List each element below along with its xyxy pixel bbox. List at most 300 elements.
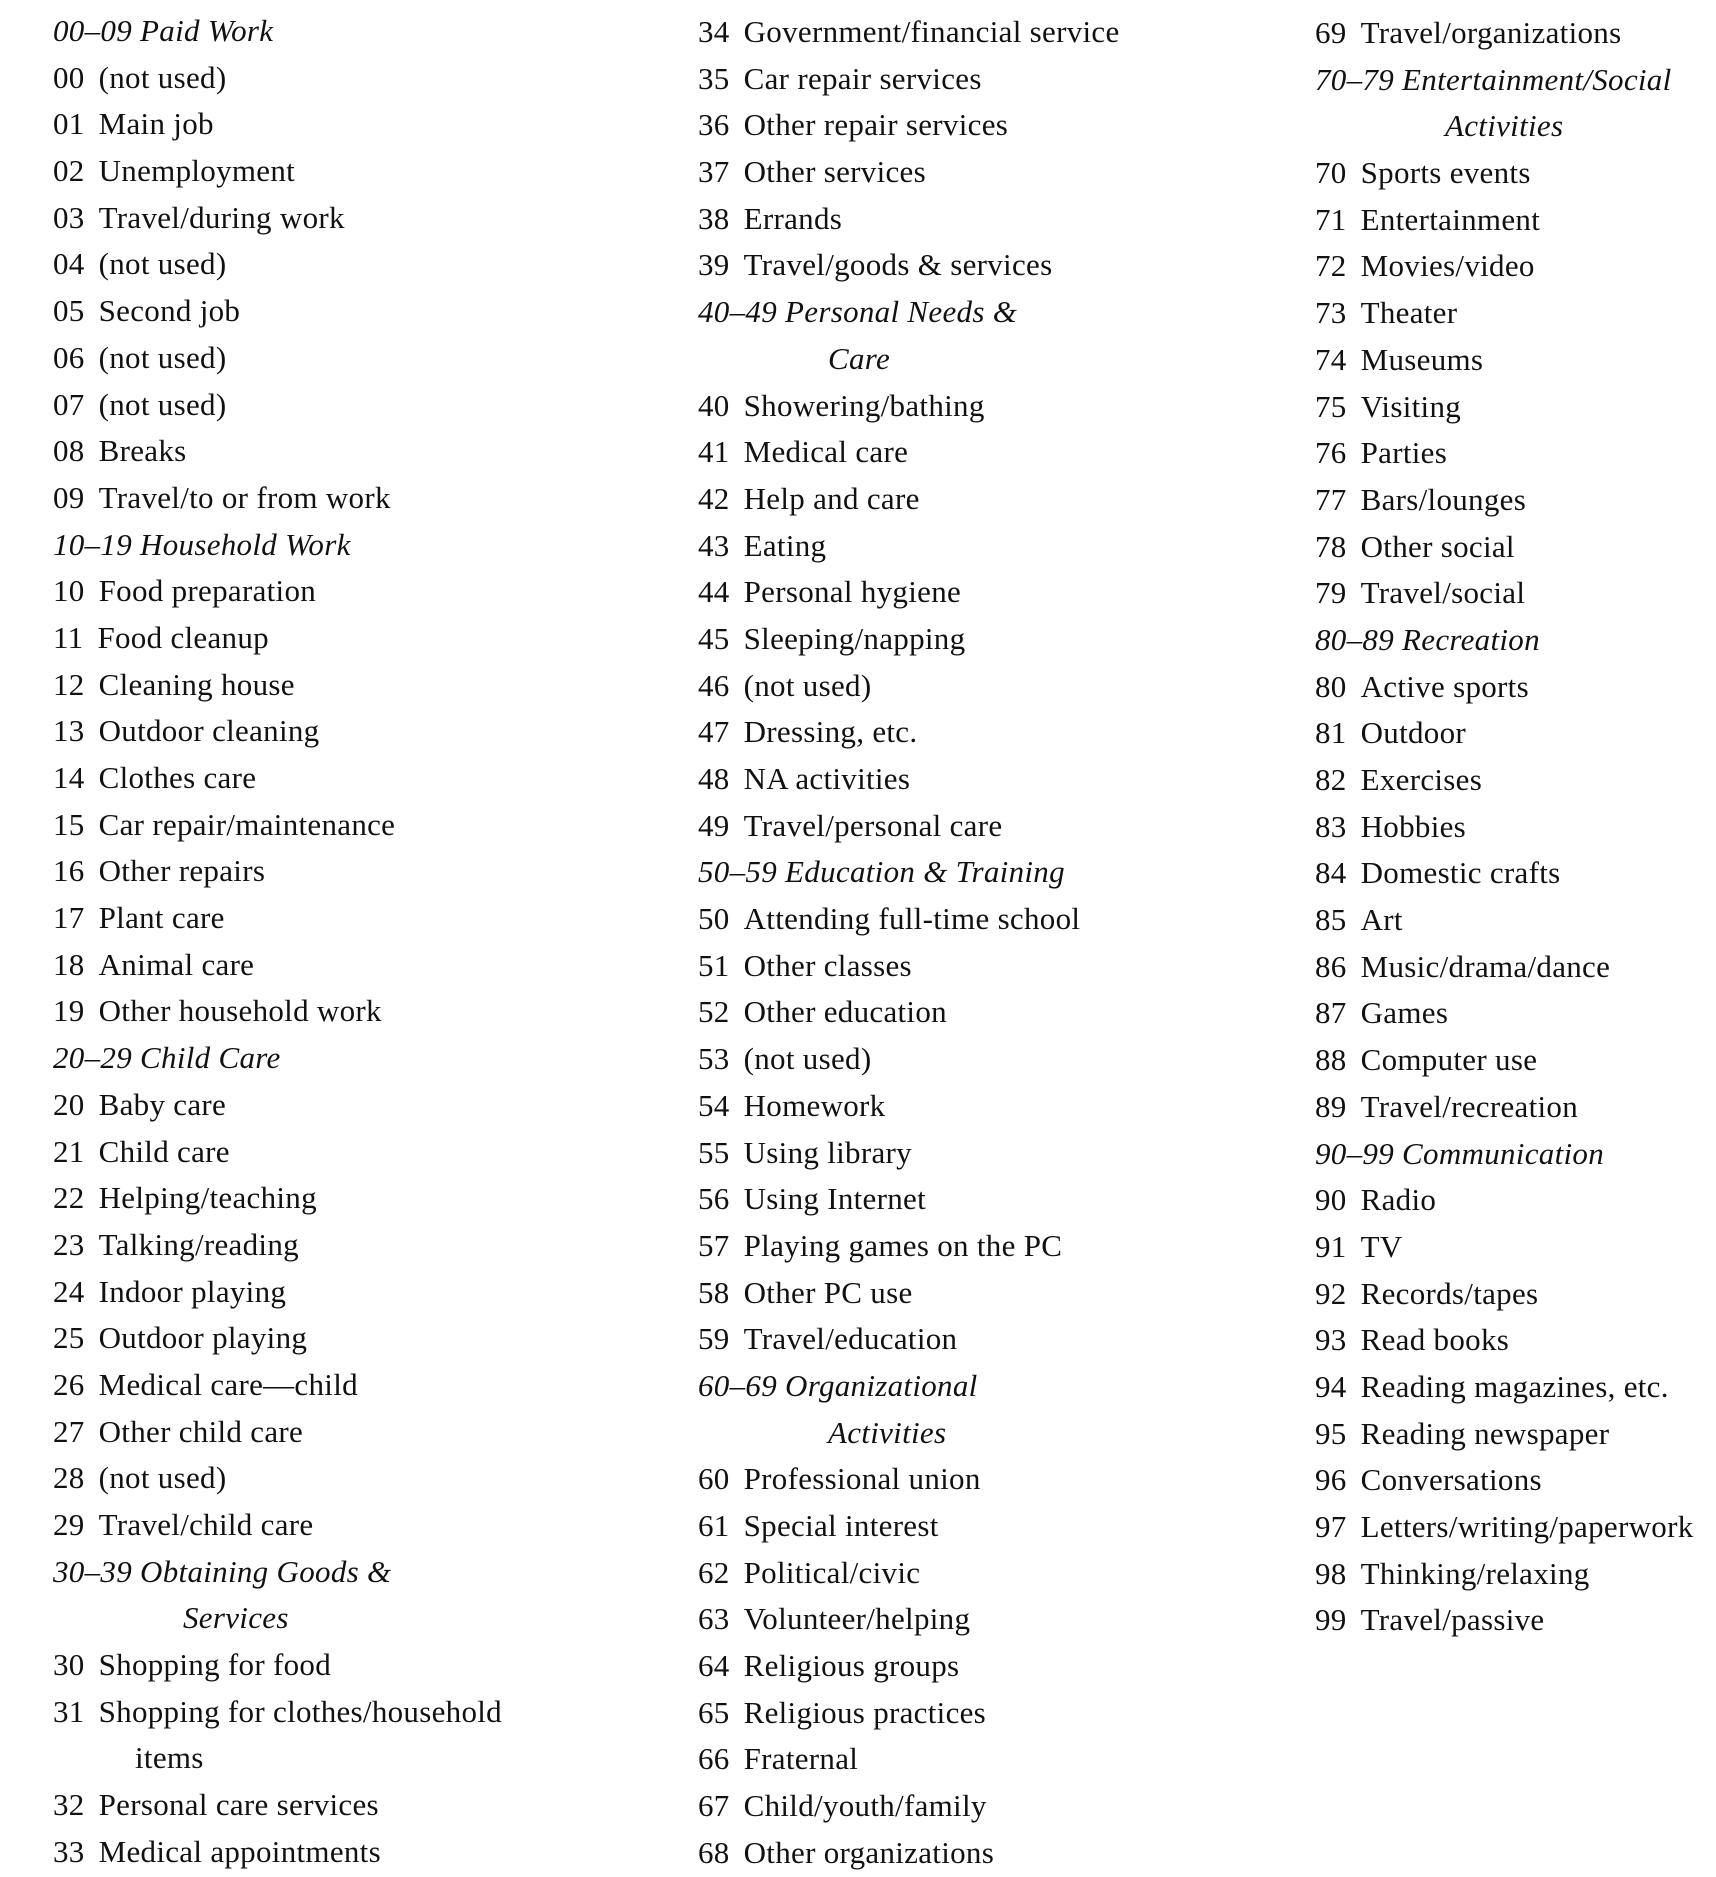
activity-code-item <box>1315 804 1694 851</box>
activity-code-item <box>53 1409 502 1456</box>
activity-code: 74 <box>1315 341 1347 377</box>
activity-label: Personal hygiene <box>743 574 962 610</box>
activity-code-item <box>698 1690 1120 1737</box>
activity-label: Entertainment <box>1360 201 1541 237</box>
activity-label: Travel/goods & services <box>743 247 1053 283</box>
activity-label: Cleaning house <box>98 666 295 702</box>
activity-code: 85 <box>1315 902 1347 938</box>
activity-label: Personal care services <box>98 1787 379 1823</box>
activity-label: Travel/to or from work <box>98 479 391 515</box>
activity-label: Using Internet <box>743 1181 927 1217</box>
activity-code: 05 <box>53 293 85 329</box>
activity-code-item <box>1315 1271 1694 1318</box>
activity-label: Thinking/relaxing <box>1360 1555 1590 1591</box>
activity-code-item <box>53 382 502 429</box>
activity-code: 72 <box>1315 248 1347 284</box>
activity-code: 25 <box>53 1320 85 1356</box>
activity-code: 86 <box>1315 948 1347 984</box>
activity-code-item <box>53 101 502 148</box>
activity-label: Music/drama/dance <box>1360 948 1611 984</box>
activity-label: Volunteer/helping <box>743 1601 971 1637</box>
activity-code: 68 <box>698 1834 730 1870</box>
activity-code: 71 <box>1315 201 1347 237</box>
activity-label: Other organizations <box>743 1834 995 1870</box>
activity-label: Main job <box>98 106 214 142</box>
activity-code-item <box>1315 1084 1694 1131</box>
activity-label: Animal care <box>98 946 255 982</box>
activity-label: Other household work <box>98 993 382 1029</box>
category-heading: 90–99 Communication <box>1315 1135 1604 1171</box>
activity-code: 84 <box>1315 855 1347 891</box>
activity-code-item <box>698 1736 1120 1783</box>
activity-code: 54 <box>698 1087 730 1123</box>
activity-label: Sports events <box>1360 155 1531 191</box>
activity-label: Plant care <box>98 900 225 936</box>
activity-code: 77 <box>1315 481 1347 517</box>
activity-label: Reading newspaper <box>1360 1415 1610 1451</box>
activity-label: Travel/recreation <box>1360 1088 1579 1124</box>
category-heading-continued: Services <box>183 1600 289 1636</box>
activity-label: Car repair/maintenance <box>98 806 396 842</box>
activity-code: 41 <box>698 434 730 470</box>
activity-label: Museums <box>1360 341 1484 377</box>
activity-code: 66 <box>698 1741 730 1777</box>
category-heading: 10–19 Household Work <box>53 526 351 562</box>
activity-code: 16 <box>53 853 85 889</box>
activity-label: Unemployment <box>98 153 296 189</box>
activity-code-item <box>698 196 1120 243</box>
activity-code: 38 <box>698 200 730 236</box>
activity-code-item <box>1315 10 1694 57</box>
activity-label: Homework <box>743 1087 886 1123</box>
activity-label: (not used) <box>98 59 227 95</box>
category-heading-continued: Activities <box>1445 108 1564 144</box>
activity-code-item <box>53 1782 502 1829</box>
activity-code-item <box>1315 1364 1694 1411</box>
activity-label: Bars/lounges <box>1360 481 1527 517</box>
activity-code-item <box>698 569 1120 616</box>
activity-label: Travel/education <box>743 1321 958 1357</box>
activity-code: 89 <box>1315 1088 1347 1124</box>
activity-code: 48 <box>698 761 730 796</box>
activity-label-continued: items <box>135 1740 204 1776</box>
activity-label: Other PC use <box>743 1274 913 1310</box>
column-2 <box>698 9 1120 1877</box>
activity-code-item <box>698 1456 1120 1503</box>
activity-code: 04 <box>53 246 85 282</box>
activity-code: 55 <box>698 1134 730 1170</box>
activity-code: 93 <box>1315 1322 1347 1358</box>
activity-code-item <box>698 102 1120 149</box>
activity-label: Parties <box>1360 435 1448 471</box>
activity-code-item <box>53 1269 502 1316</box>
activity-code: 62 <box>698 1554 730 1590</box>
activity-code: 09 <box>53 479 85 515</box>
activity-code-item <box>53 195 502 242</box>
activity-code-item <box>53 1829 502 1876</box>
category-heading-continued: Activities <box>828 1414 947 1450</box>
activity-code-item <box>53 988 502 1035</box>
category-heading: 70–79 Entertainment/Social <box>1315 61 1672 97</box>
activity-label: Child/youth/family <box>743 1788 987 1824</box>
activity-code: 44 <box>698 574 730 610</box>
activity-code-item <box>53 755 502 802</box>
activity-label: Travel/organizations <box>1360 15 1622 50</box>
activity-code: 45 <box>698 620 730 656</box>
activity-code-item <box>1315 1177 1694 1224</box>
activity-code-item <box>698 1550 1120 1597</box>
activity-code: 96 <box>1315 1462 1347 1498</box>
activity-code: 59 <box>698 1321 730 1357</box>
activity-code: 64 <box>698 1648 730 1684</box>
activity-code: 17 <box>53 900 85 936</box>
activity-code: 32 <box>53 1787 85 1823</box>
activity-code: 99 <box>1315 1602 1347 1638</box>
activity-code: 08 <box>53 433 85 469</box>
activity-label: Games <box>1360 995 1449 1031</box>
category-heading: 80–89 Recreation <box>1315 621 1540 657</box>
activity-code: 91 <box>1315 1228 1347 1264</box>
activity-label: Medical care <box>743 434 909 470</box>
activity-label: Outdoor cleaning <box>98 713 320 749</box>
activity-label: Help and care <box>743 480 920 516</box>
activity-label: Exercises <box>1360 762 1483 797</box>
activity-code-item <box>1315 757 1694 804</box>
activity-code: 31 <box>53 1693 85 1729</box>
activity-code: 98 <box>1315 1555 1347 1591</box>
activity-label: Showering/bathing <box>743 387 985 423</box>
activity-code-item <box>1315 570 1694 617</box>
activity-label: Government/financial service <box>743 14 1120 49</box>
activity-code-item <box>53 428 502 475</box>
activity-code-item <box>1315 1597 1694 1644</box>
activity-code: 87 <box>1315 995 1347 1031</box>
activity-code-item <box>698 803 1120 850</box>
activity-code-item <box>698 149 1120 196</box>
activity-code: 26 <box>53 1366 85 1402</box>
activity-code-item <box>698 56 1120 103</box>
category-heading: 50–59 Education & Training <box>698 854 1065 890</box>
category-heading-continued: Care <box>828 340 891 376</box>
activity-label: (not used) <box>743 1041 872 1077</box>
activity-label: Other education <box>743 994 947 1030</box>
activity-label: (not used) <box>98 339 227 375</box>
activity-code: 35 <box>698 60 730 96</box>
activity-label: Outdoor <box>1360 715 1467 751</box>
activity-code: 22 <box>53 1180 85 1216</box>
activity-label: Attending full-time school <box>743 901 1081 937</box>
activity-code: 40 <box>698 387 730 423</box>
column-3 <box>1315 10 1694 1644</box>
activity-code: 20 <box>53 1086 85 1122</box>
activity-code: 57 <box>698 1227 730 1263</box>
activity-code-item <box>1315 944 1694 991</box>
activity-code: 80 <box>1315 668 1347 704</box>
activity-code-item <box>1315 710 1694 757</box>
activity-label: Sleeping/napping <box>743 620 966 656</box>
activity-code-item <box>698 709 1120 756</box>
activity-code-item <box>53 1082 502 1129</box>
activity-label: Shopping for food <box>98 1647 332 1683</box>
activity-code-item <box>1315 290 1694 337</box>
activity-code-item <box>1315 150 1694 197</box>
activity-code-item <box>53 55 502 102</box>
category-heading: 20–29 Child Care <box>53 1040 281 1076</box>
activity-code-item <box>53 1689 502 1736</box>
activity-code: 69 <box>1315 15 1347 50</box>
activity-code-item <box>698 616 1120 663</box>
activity-code-item <box>53 335 502 382</box>
activity-label: Movies/video <box>1360 248 1535 284</box>
activity-code-item <box>698 1596 1120 1643</box>
activity-code-item <box>698 663 1120 710</box>
activity-code-item <box>53 1455 502 1502</box>
activity-label: Using library <box>743 1134 912 1170</box>
activity-code-item <box>698 1270 1120 1317</box>
activity-code: 30 <box>53 1647 85 1683</box>
activity-code-item <box>1315 897 1694 944</box>
activity-code: 10 <box>53 573 85 609</box>
activity-label: Art <box>1360 902 1403 938</box>
activity-code: 53 <box>698 1041 730 1077</box>
activity-code-item <box>698 989 1120 1036</box>
activity-code-item <box>698 429 1120 476</box>
activity-code-item <box>1315 197 1694 244</box>
activity-code-item <box>698 1036 1120 1083</box>
activity-code-item <box>1315 1317 1694 1364</box>
activity-code-item <box>1315 243 1694 290</box>
activity-code: 13 <box>53 713 85 749</box>
activity-code: 95 <box>1315 1415 1347 1451</box>
activity-code-item <box>698 523 1120 570</box>
activity-label: Food preparation <box>98 573 317 609</box>
activity-code: 06 <box>53 339 85 375</box>
activity-label: Other social <box>1360 528 1515 564</box>
activity-label: (not used) <box>743 667 872 703</box>
category-heading: 00–09 Paid Work <box>53 13 274 48</box>
activity-code: 14 <box>53 760 85 795</box>
activity-code-item <box>53 288 502 335</box>
activity-code-item <box>53 475 502 522</box>
activity-label: Other services <box>743 154 926 190</box>
activity-label: Active sports <box>1360 668 1529 704</box>
activity-code-item <box>1315 430 1694 477</box>
activity-code-item <box>698 1830 1120 1877</box>
activity-code-item <box>698 896 1120 943</box>
activity-label: Shopping for clothes/household <box>98 1693 502 1729</box>
activity-label: (not used) <box>98 1460 227 1496</box>
activity-code-item <box>698 9 1120 56</box>
activity-label: Theater <box>1360 295 1458 331</box>
activity-code-item <box>1315 477 1694 524</box>
activity-label: Letters/writing/paperwork <box>1360 1509 1694 1544</box>
activity-code-item <box>698 1223 1120 1270</box>
activity-code: 75 <box>1315 388 1347 424</box>
activity-code-item <box>1315 1037 1694 1084</box>
column-1 <box>53 8 502 1876</box>
activity-label: Religious practices <box>743 1694 987 1730</box>
activity-code: 97 <box>1315 1509 1347 1544</box>
activity-code-item <box>698 383 1120 430</box>
activity-code: 03 <box>53 199 85 235</box>
activity-code-item <box>53 1129 502 1176</box>
activity-code-item <box>53 241 502 288</box>
activity-code-item <box>53 1642 502 1689</box>
activity-code: 83 <box>1315 808 1347 844</box>
activity-code: 73 <box>1315 295 1347 331</box>
activity-label: Errands <box>743 200 843 236</box>
activity-label: Other child care <box>98 1413 304 1449</box>
activity-label: Travel/social <box>1360 575 1526 611</box>
activity-label: Read books <box>1360 1322 1510 1358</box>
activity-label: Travel/passive <box>1360 1602 1545 1638</box>
activity-code-item <box>53 148 502 195</box>
activity-code-item <box>1315 1411 1694 1458</box>
activity-code-item <box>53 1222 502 1269</box>
activity-code: 12 <box>53 666 85 702</box>
activity-label: NA activities <box>743 761 911 796</box>
activity-label: TV <box>1360 1228 1403 1264</box>
activity-code-item <box>698 242 1120 289</box>
activity-label: Talking/reading <box>98 1226 299 1262</box>
activity-label: Medical care—child <box>98 1366 358 1402</box>
activity-label: Visiting <box>1360 388 1462 424</box>
activity-code: 58 <box>698 1274 730 1310</box>
activity-code: 47 <box>698 714 730 750</box>
activity-code: 01 <box>53 106 85 142</box>
activity-label: Reading magazines, etc. <box>1360 1368 1669 1404</box>
activity-code: 43 <box>698 527 730 563</box>
activity-code: 11 <box>53 619 84 655</box>
activity-code: 94 <box>1315 1368 1347 1404</box>
category-heading: 40–49 Personal Needs & <box>698 294 1018 330</box>
activity-code: 29 <box>53 1507 85 1542</box>
activity-label: Outdoor playing <box>98 1320 308 1356</box>
activity-code: 21 <box>53 1133 85 1169</box>
activity-code-item <box>1315 664 1694 711</box>
activity-label: Travel/during work <box>98 199 345 235</box>
activity-code: 60 <box>698 1461 730 1497</box>
activity-code: 63 <box>698 1601 730 1637</box>
activity-label: Political/civic <box>743 1554 921 1590</box>
activity-code-item <box>1315 524 1694 571</box>
activity-code: 52 <box>698 994 730 1030</box>
activity-code: 24 <box>53 1273 85 1309</box>
activity-label: Child care <box>98 1133 230 1169</box>
activity-code-item <box>53 802 502 849</box>
activity-code-item <box>698 1643 1120 1690</box>
activity-code: 78 <box>1315 528 1347 564</box>
activity-code-item <box>53 848 502 895</box>
activity-code: 28 <box>53 1460 85 1496</box>
activity-label: Clothes care <box>98 760 257 795</box>
activity-code-item <box>1315 384 1694 431</box>
activity-code-item <box>53 615 502 662</box>
activity-label: Domestic crafts <box>1360 855 1561 891</box>
activity-label: Indoor playing <box>98 1273 287 1309</box>
activity-label: Professional union <box>743 1461 981 1497</box>
activity-code: 18 <box>53 946 85 982</box>
activity-code: 37 <box>698 154 730 190</box>
activity-code-item <box>698 1130 1120 1177</box>
activity-label: Travel/personal care <box>743 807 1003 843</box>
activity-code-item <box>53 662 502 709</box>
activity-code: 70 <box>1315 155 1347 191</box>
activity-label: Computer use <box>1360 1042 1538 1078</box>
activity-code-item <box>53 942 502 989</box>
activity-code-item <box>1315 337 1694 384</box>
activity-code-item <box>53 708 502 755</box>
activity-code-item <box>698 1176 1120 1223</box>
activity-code: 34 <box>698 14 730 49</box>
activity-code-item <box>53 568 502 615</box>
activity-label: Second job <box>98 293 241 329</box>
activity-code: 33 <box>53 1833 85 1869</box>
activity-code: 67 <box>698 1788 730 1824</box>
activity-label: Other classes <box>743 947 912 983</box>
activity-label: Fraternal <box>743 1741 859 1777</box>
activity-label: Conversations <box>1360 1462 1542 1498</box>
activity-code: 79 <box>1315 575 1347 611</box>
activity-code-item <box>698 1316 1120 1363</box>
activity-label: Dressing, etc. <box>743 714 918 750</box>
activity-code: 82 <box>1315 762 1347 797</box>
activity-code: 88 <box>1315 1042 1347 1078</box>
activity-code-item <box>53 1315 502 1362</box>
activity-label: (not used) <box>98 386 227 422</box>
activity-code: 39 <box>698 247 730 283</box>
activity-code: 19 <box>53 993 85 1029</box>
activity-label: Special interest <box>743 1508 939 1543</box>
activity-code-item <box>1315 990 1694 1037</box>
activity-code: 61 <box>698 1508 730 1543</box>
activity-label: Playing games on the PC <box>743 1227 1063 1263</box>
activity-code-item <box>1315 1551 1694 1598</box>
activity-code: 51 <box>698 947 730 983</box>
activity-code-item <box>698 943 1120 990</box>
activity-code-item <box>53 895 502 942</box>
category-heading: 30–39 Obtaining Goods & <box>53 1553 392 1589</box>
activity-code-item <box>698 1083 1120 1130</box>
activity-label: Medical appointments <box>98 1833 381 1869</box>
activity-label: (not used) <box>98 246 227 282</box>
activity-label: Helping/teaching <box>98 1180 317 1216</box>
activity-label: Travel/child care <box>98 1507 314 1542</box>
activity-label: Hobbies <box>1360 808 1467 844</box>
activity-code: 07 <box>53 386 85 422</box>
activity-code-item <box>53 1362 502 1409</box>
activity-code: 81 <box>1315 715 1347 751</box>
activity-code: 65 <box>698 1694 730 1730</box>
activity-code-item <box>698 1783 1120 1830</box>
activity-code: 56 <box>698 1181 730 1217</box>
activity-code-item <box>698 756 1120 803</box>
activity-code-item <box>698 476 1120 523</box>
activity-code-item <box>1315 1504 1694 1551</box>
activity-label: Car repair services <box>743 60 982 96</box>
activity-code: 49 <box>698 807 730 843</box>
activity-label: Food cleanup <box>97 619 269 655</box>
activity-label: Breaks <box>98 433 187 469</box>
activity-code-item <box>1315 1457 1694 1504</box>
activity-code: 46 <box>698 667 730 703</box>
activity-label: Radio <box>1360 1182 1437 1218</box>
activity-code: 90 <box>1315 1182 1347 1218</box>
activity-label: Religious groups <box>743 1648 960 1684</box>
activity-code: 92 <box>1315 1275 1347 1311</box>
activity-code-item <box>1315 850 1694 897</box>
activity-code-item <box>698 1503 1120 1550</box>
